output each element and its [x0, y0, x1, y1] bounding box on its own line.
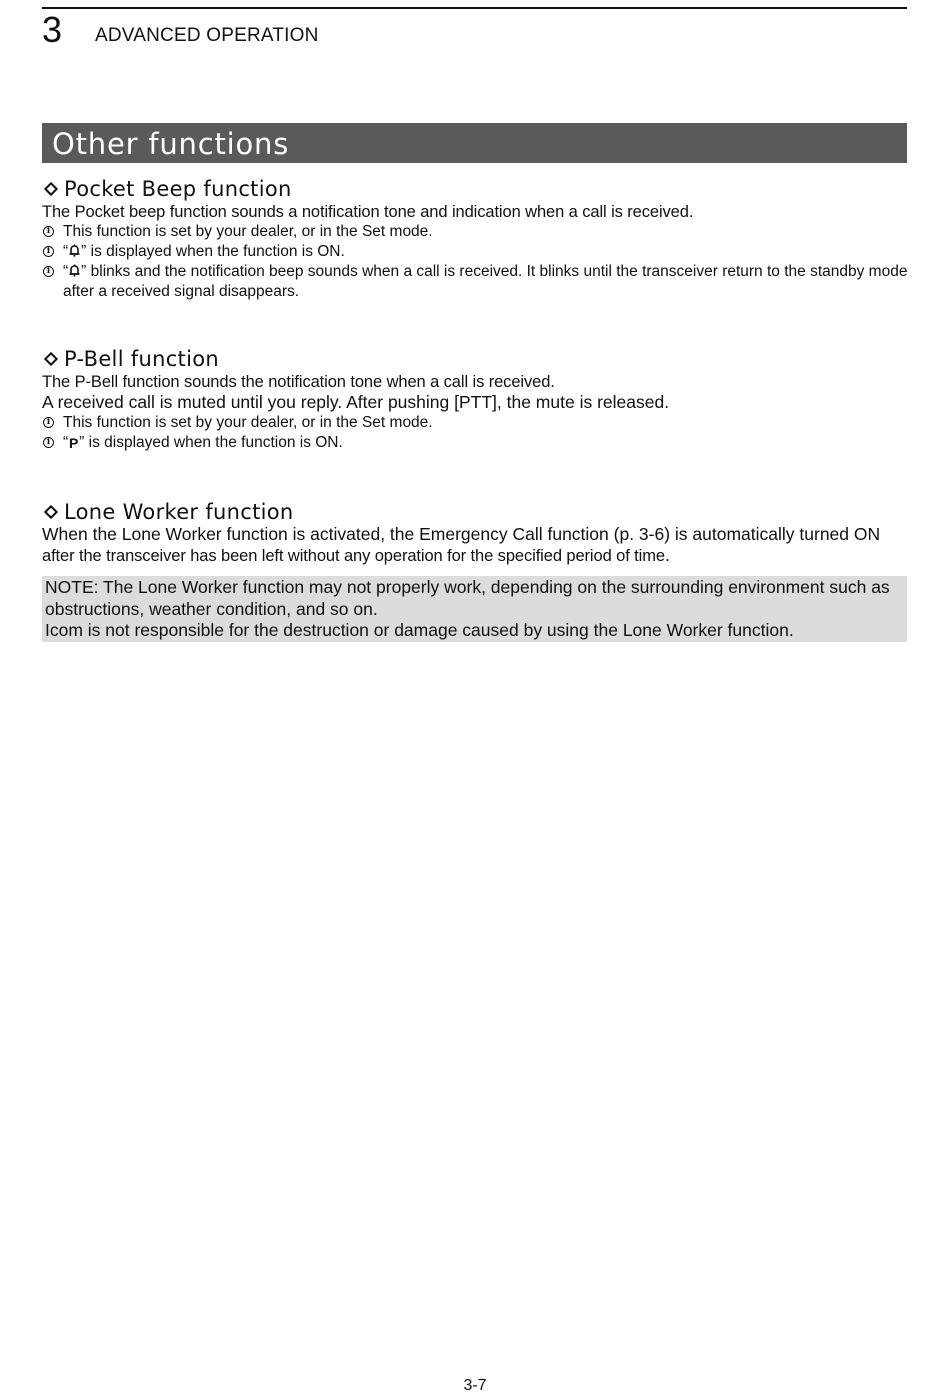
top-rule — [42, 7, 907, 9]
p-bell-info-1 — [42, 413, 907, 433]
pocket-beep-info-3-text: ” blinks and the notification beep sounds when a call is received. It blinks until the transceiver return to the standby mode after a received signal disappears. — [63, 263, 908, 300]
lone-worker-text-2 — [42, 545, 907, 566]
pocket-beep-lead: The Pocket beep function sounds a notification tone and indication when a call is received. — [42, 203, 694, 221]
lone-worker-heading — [42, 500, 907, 524]
lone-worker-text-1: When the Lone Worker function is activated, the Emergency Call function (p. 3-6) is automatically turned ON — [42, 524, 881, 544]
quote-open: “ — [63, 434, 69, 451]
diamond-icon — [44, 352, 58, 366]
pocket-beep-heading — [42, 177, 907, 201]
p-bell-lead: The P-Bell function sounds the notification tone when a call is received. — [42, 373, 555, 391]
lone-worker-text-2-body: after the transceiver has been left without any operation for the specified period of time — [42, 547, 665, 565]
p-bell-heading-text: P-Bell function — [64, 347, 219, 371]
pocket-beep-info-2-text: ” is displayed when the function is ON. — [81, 243, 345, 260]
info-circle-icon: i — [43, 266, 54, 277]
p-bell-info-2 — [42, 433, 907, 453]
lone-worker-section — [42, 500, 907, 566]
pocket-beep-info-3 — [42, 262, 913, 302]
quote-open: “ — [63, 263, 69, 280]
pocket-beep-info-1-text: This function is set by your dealer, or in the Set mode. — [63, 223, 433, 240]
p-bell-text: A received call is muted until you reply. After pushing [PTT], the mute is released. — [42, 392, 670, 412]
note-line-2: obstructions, weather condition, and so on. — [45, 598, 378, 619]
quote-open: “ — [63, 243, 69, 260]
lone-worker-heading-text: Lone Worker function — [64, 500, 294, 524]
pocket-beep-info-1 — [42, 222, 907, 242]
diamond-icon — [44, 505, 58, 519]
pocket-beep-bell-icon — [68, 244, 81, 257]
chapter-number: 3 — [42, 9, 63, 50]
diamond-icon — [44, 182, 58, 196]
p-bell-section — [42, 347, 907, 453]
info-circle-icon: i — [43, 437, 54, 448]
p-bell-info-2-text: ” is displayed when the function is ON. — [79, 434, 343, 451]
info-circle-icon: i — [43, 226, 54, 237]
pocket-beep-heading-text: Pocket Beep function — [64, 177, 292, 201]
page-number: 3-7 — [463, 1377, 487, 1394]
section-title: Other functions — [42, 123, 907, 163]
note-line-1: NOTE: The Lone Worker function may not properly work, depending on the surrounding environment such as — [45, 577, 890, 597]
pocket-beep-info-2 — [42, 242, 907, 262]
p-bell-heading — [42, 347, 907, 371]
p-bell-info-1-text: This function is set by your dealer, or in the Set mode. — [63, 414, 433, 431]
chapter-title: ADVANCED OPERATION — [95, 25, 319, 46]
pocket-beep-section — [42, 177, 907, 302]
note-line-3: Icom is not responsible for the destruction or damage caused by using the Lone Worker function. — [45, 620, 794, 640]
info-circle-icon: i — [43, 246, 54, 257]
pocket-beep-bell-icon — [68, 264, 81, 277]
p-bell-icon: P — [69, 435, 79, 451]
lone-worker-text-2-end: . — [664, 545, 670, 565]
info-circle-icon: i — [43, 417, 54, 428]
note-box — [42, 576, 907, 642]
